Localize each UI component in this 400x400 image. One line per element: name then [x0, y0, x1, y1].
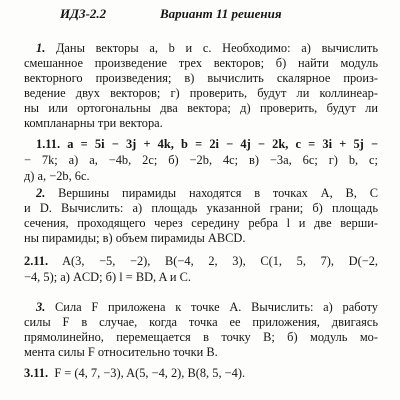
task1-line-2: смешанное произведение трех векторов; б) найти модуль: [24, 56, 378, 70]
task1-line-3: векторного произведения; в) вычислить скалярное произ-: [24, 71, 378, 85]
task1-line-4: ведение двух векторов; г) проверить, будут ли коллинеар-: [24, 86, 378, 100]
task1-line-1: 1. Даны векторы a, b и c. Необходимо: а) вычислить: [36, 41, 378, 55]
task2-line-3: сечения, проходящего через середину ребра l и две верши-: [24, 216, 378, 230]
task1-line-6: компланарны три вектора.: [24, 116, 163, 130]
problem-3-11-number: 3.11.: [24, 366, 49, 380]
problem-1-11-line-2: − 7k; а) a, −4b, 2c; б) −2b, 4c; в) −3a, 6c; г) b, c;: [24, 153, 378, 167]
task3-line-2: силы F в случае, когда точка ее приложения, двигаясь: [24, 315, 378, 329]
task3-number: 3.: [36, 300, 46, 314]
task2-number: 2.: [36, 186, 46, 200]
problem-1-11-line-3: д) a, −2b, 6c.: [24, 169, 90, 183]
task1-number: 1.: [36, 41, 46, 55]
task2-line-2: и D. Вычислить: а) площадь указанной грани; б) площадь: [24, 201, 378, 215]
task3-line-3: прямолинейно, перемещается в точку B; б) модуль мо-: [24, 330, 378, 344]
task2-line-1: 2. Вершины пирамиды находятся в точках A, B, C: [36, 186, 378, 200]
task1-line-5: ны или ортогональны два вектора; д) проверить, будут ли: [24, 101, 378, 115]
header-variant: Вариант 11 решения: [160, 6, 282, 21]
problem-1-11-line-1: 1.11. a = 5i − 3j + 4k, b = 2i − 4j − 2k, c = 3i + 5j −: [36, 137, 378, 151]
problem-2-11-line-1: 2.11. A(3, −5, −2), B(−4, 2, 3), C(1, 5, 7), D(−2,: [24, 254, 378, 268]
problem-3-11-line: 3.11. F = (4, 7, −3), A(5, −4, 2), B(8, 5, −4).: [24, 366, 246, 380]
header-title: ИДЗ-2.2: [60, 6, 107, 21]
problem-1-11-number: 1.11.: [36, 137, 61, 151]
task3-line-4: мента силы F относительно точки B.: [24, 345, 218, 359]
problem-2-11-line-2: −4, 5); а) ACD; б) l = BD, A и C.: [24, 270, 191, 284]
task3-line-1: 3. Сила F приложена к точке A. Вычислить: а) работу: [36, 300, 378, 314]
problem-2-11-number: 2.11.: [24, 254, 49, 268]
task2-line-4: ны пирамиды; в) объем пирамиды ABCD.: [24, 231, 246, 245]
